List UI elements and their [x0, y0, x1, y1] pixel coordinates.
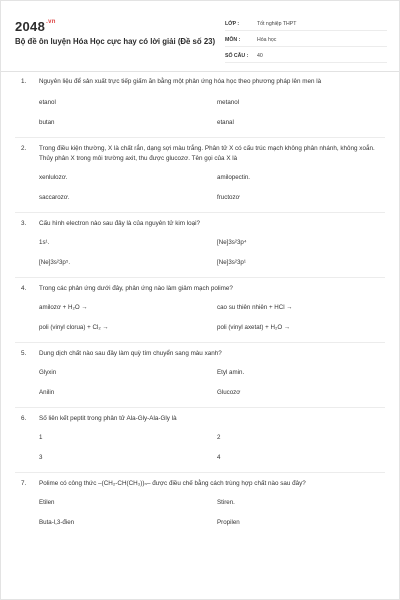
- site-logo[interactable]: $2048^{.vn}$: [15, 19, 56, 34]
- answer-option[interactable]: Glucozơ: [217, 389, 241, 396]
- answer-option[interactable]: [Ne]3s²3p⁴: [217, 239, 247, 246]
- question-text: Polime có công thức –(CH₂-CH(CH₃))ₙ– được điều chế bằng cách trùng hợp chất nào sau đây?: [39, 480, 306, 487]
- question-divider: [15, 407, 385, 408]
- answer-option[interactable]: Stiren.: [217, 499, 235, 506]
- answer-option[interactable]: fructozơ: [217, 194, 240, 201]
- question-text: Số liên kết peptit trong phân tử Ala-Gly-Ala-Gly là: [39, 415, 177, 422]
- answer-option[interactable]: Anilin: [39, 389, 55, 396]
- answer-option[interactable]: 1s¹.: [39, 239, 50, 246]
- answer-option[interactable]: 2: [217, 434, 221, 441]
- question-divider: [15, 342, 385, 343]
- answer-option[interactable]: xenlulozơ.: [39, 174, 68, 181]
- meta-key: SỐ CÂU :: [225, 53, 249, 59]
- answer-option[interactable]: Etyl amin.: [217, 369, 245, 376]
- answer-option[interactable]: [Ne]3s²3p¹: [217, 259, 246, 266]
- meta-key: MÔN :: [225, 37, 241, 43]
- answer-option[interactable]: amilozơ + H₂O →: [39, 304, 88, 311]
- meta-row-subject: [225, 34, 387, 47]
- question-number: 2.: [21, 145, 27, 152]
- question-text: Nguyên liệu để sản xuất trực tiếp giấm ăn bằng một phản ứng hóa học theo phương pháp lên men là: [39, 78, 322, 85]
- answer-option[interactable]: Glyxin: [39, 369, 57, 376]
- answer-option[interactable]: [Ne]3s²3p⁵.: [39, 259, 71, 266]
- question: [1, 219, 399, 278]
- question: [1, 284, 399, 343]
- answer-option[interactable]: butan: [39, 119, 55, 126]
- question-number: 5.: [21, 350, 27, 357]
- question: [1, 144, 399, 213]
- question-list: [1, 77, 399, 533]
- question-divider: [15, 137, 385, 138]
- question: [1, 479, 399, 533]
- meta-row-class: [225, 18, 387, 31]
- answer-option[interactable]: cao su thiên nhiên + HCl →: [217, 304, 293, 311]
- question-number: 6.: [21, 415, 27, 422]
- question-divider: [15, 472, 385, 473]
- header: [1, 1, 399, 63]
- question-number: 4.: [21, 285, 27, 292]
- answer-option[interactable]: saccarozơ.: [39, 194, 70, 201]
- answer-option[interactable]: poli (vinyl axetat) + H₂O →: [217, 324, 291, 331]
- question-number: 7.: [21, 480, 27, 487]
- question-text: Trong điều kiện thường, X là chất rắn, dạng sợi màu trắng. Phân tử X có cấu trúc mạch không phân nhánh, không xoắn. Thủy phân X trong môi trường axit, thu được glucozơ. Tên gọi của X là: [39, 145, 375, 162]
- meta-key: LỚP :: [225, 21, 240, 27]
- question-divider: [15, 212, 385, 213]
- question: [1, 77, 399, 138]
- answer-option[interactable]: poli (vinyl clorua) + Cl₂ →: [39, 324, 109, 331]
- answer-option[interactable]: Etilen: [39, 499, 55, 506]
- meta-value: Tốt nghiệp THPT: [257, 21, 297, 27]
- question-text: Cấu hình electron nào sau đây là của nguyên tử kim loại?: [39, 220, 201, 227]
- answer-option[interactable]: 1: [39, 434, 43, 441]
- question: [1, 349, 399, 408]
- answer-option[interactable]: amilopectin.: [217, 174, 251, 181]
- exam-title: Bộ đề ôn luyện Hóa Học cực hay có lời giải (Đề số 23): [15, 37, 216, 46]
- logo-suffix: .vn: [46, 19, 56, 25]
- question-number: 1.: [21, 78, 27, 85]
- answer-option[interactable]: 3: [39, 454, 43, 461]
- meta-value: Hóa học: [257, 37, 277, 43]
- question-number: 3.: [21, 220, 27, 227]
- answer-option[interactable]: etanol: [39, 99, 56, 106]
- question-text: Trong các phản ứng dưới đây, phản ứng nào làm giảm mạch polime?: [39, 285, 233, 292]
- meta-value: 40: [257, 53, 263, 59]
- answer-option[interactable]: Propilen: [217, 519, 240, 526]
- answer-option[interactable]: Buta-l,3-đien: [39, 519, 75, 526]
- question-text: Dung dịch chất nào sau đây làm quỳ tím chuyển sang màu xanh?: [39, 350, 222, 357]
- exam-meta: [225, 18, 387, 66]
- question-divider: [15, 277, 385, 278]
- answer-option[interactable]: etanal: [217, 119, 234, 126]
- answer-option[interactable]: metanol: [217, 99, 240, 106]
- answer-option[interactable]: 4: [217, 454, 221, 461]
- meta-row-count: [225, 50, 387, 63]
- header-divider: [1, 71, 399, 72]
- question: [1, 414, 399, 473]
